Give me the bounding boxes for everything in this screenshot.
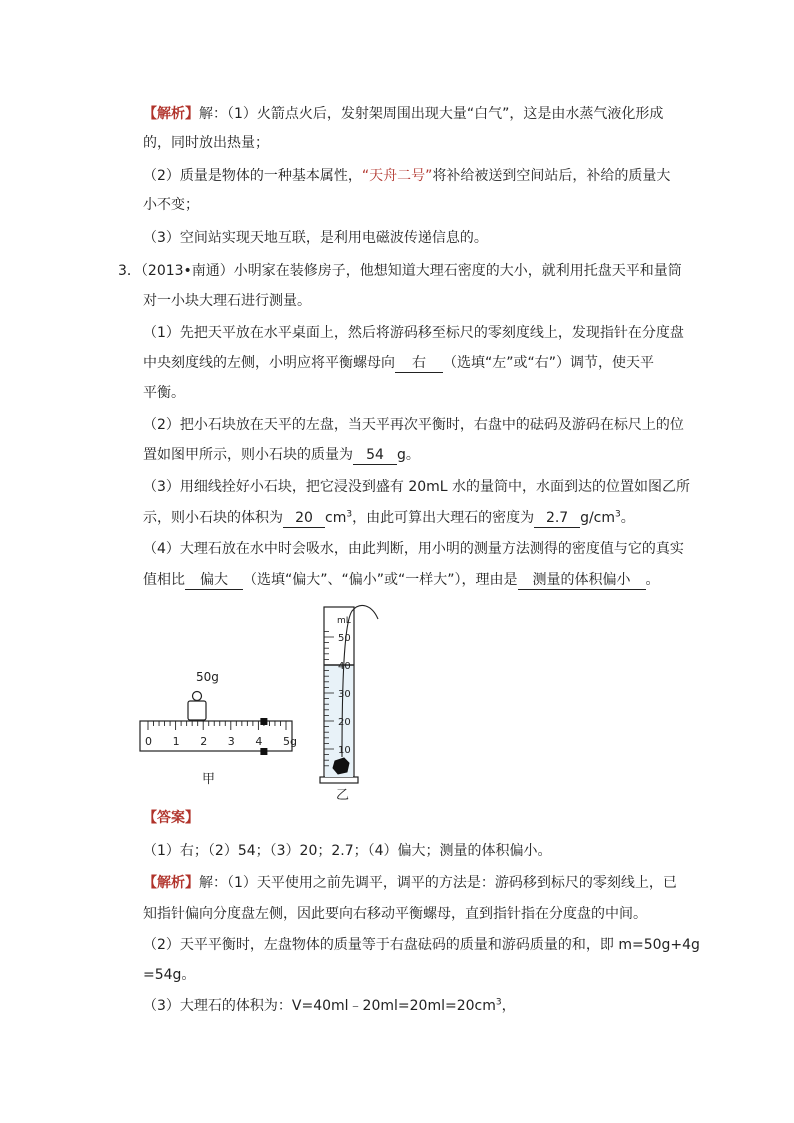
ruler-tick-label: 2 — [200, 735, 208, 748]
part1-line-2 — [143, 353, 654, 373]
ruler-tick-label: 5g — [283, 735, 297, 748]
part1-line-3: 平衡。 — [143, 385, 185, 401]
superscript: 3 — [615, 509, 621, 520]
text-segment: 。 — [620, 510, 635, 526]
prev-analysis-line-1 — [143, 104, 663, 124]
part2-line-2 — [143, 445, 420, 465]
weight-body — [188, 701, 206, 720]
text-segment: （选填“偏大”、“偏小”或“一样大”），理由是 — [243, 572, 518, 588]
ruler-tick-label: 3 — [227, 735, 235, 748]
stone — [333, 758, 349, 774]
part1-line-1: （1）先把天平放在水平桌面上，然后将游码移至标尺的零刻度线上，发现指针在分度盘 — [143, 325, 684, 341]
answer-blank: 右 — [395, 354, 443, 373]
analysis-text: （3）大理石的体积为：V=40ml﹣20ml=20ml=20cm — [143, 998, 496, 1014]
text-segment: （选填“左”或“右”）调节，使天平 — [443, 355, 655, 371]
prev-analysis-line-4: 小不变； — [143, 197, 199, 213]
analysis-line-5 — [143, 996, 516, 1016]
analysis-line-1 — [143, 873, 677, 893]
answer-blank: 偏大 — [185, 571, 243, 590]
text-segment: 值相比 — [143, 572, 185, 588]
ruler-tick-label: 1 — [172, 735, 180, 748]
highlighted-text: “天舟二号” — [361, 168, 433, 184]
rider-bottom — [260, 748, 267, 755]
text-segment: ，由此可算出大理石的密度为 — [352, 510, 535, 526]
figure-balance-ruler — [138, 665, 298, 790]
analysis-line-4: =54g。 — [143, 967, 196, 983]
analysis-text: ， — [501, 998, 516, 1014]
part3-line-2 — [143, 508, 635, 528]
analysis-tag: 【解析】 — [143, 875, 199, 891]
ruler-tick-label: 0 — [145, 735, 152, 748]
answer-tag: 【答案】 — [143, 810, 199, 826]
unit: cm — [325, 510, 347, 526]
cylinder-tick-label: 50 — [338, 633, 351, 644]
question-stem-line-2: 对一小块大理石进行测量。 — [143, 293, 311, 309]
figure-a-caption: 甲 — [202, 772, 216, 787]
superscript: 3 — [346, 509, 353, 520]
analysis-text: 解：（1）火箭点火后，发射架周围出现大量“白气”，这是由水蒸气液化形成 — [199, 106, 664, 122]
answer-blank: 20 — [283, 509, 325, 528]
answer-blank: 测量的体积偏小 — [518, 571, 646, 590]
cylinder-tick-label: 40 — [338, 661, 351, 672]
text-segment: g。 — [397, 447, 420, 463]
part4-line-1: （4）大理石放在水中时会吸水，由此判断，用小明的测量方法测得的密度值与它的真实 — [143, 541, 684, 557]
cylinder-tick-label: 10 — [338, 745, 351, 756]
analysis-line-3: （2）天平平衡时，左盘物体的质量等于右盘砝码的质量和游码质量的和，即 m=50g+4g — [143, 937, 700, 953]
cylinder-tick-label: 20 — [338, 717, 351, 728]
volume-unit: mL — [337, 616, 351, 626]
cylinder-tick-label: 30 — [338, 689, 351, 700]
text-segment: 将补给被送到空间站后，补给的质量大 — [432, 168, 671, 184]
answer-blank: 2.7 — [534, 509, 580, 528]
answer-blank: 54 — [353, 446, 397, 465]
answer-text: （1）右；（2）54；（3）20；2.7；（4）偏大；测量的体积偏小。 — [143, 843, 552, 859]
text-segment: 示，则小石块的体积为 — [143, 510, 283, 526]
weight-label: 50g — [196, 670, 219, 684]
text-segment: （2）质量是物体的一种基本属性， — [143, 168, 362, 184]
superscript: 3 — [495, 997, 502, 1008]
part4-line-2 — [143, 570, 660, 590]
figure-graduated-cylinder — [316, 603, 386, 803]
part2-line-1: （2）把小石块放在天平的左盘，当天平再次平衡时，右盘中的砝码及游码在标尺上的位 — [143, 417, 684, 433]
weight-knob — [193, 692, 202, 701]
question-stem: （2013•南通）小明家在装修房子，他想知道大理石密度的大小，就利用托盘天平和量筒 — [140, 263, 682, 279]
unit: g/cm — [580, 510, 616, 526]
prev-analysis-line-5: （3）空间站实现天地互联，是利用电磁波传递信息的。 — [143, 230, 488, 246]
part3-line-1: （3）用细线拴好小石块，把它浸没到盛有 20mL 水的量筒中，水面到达的位置如图乙所 — [143, 479, 691, 495]
prev-analysis-line-2: 的，同时放出热量； — [143, 135, 269, 151]
question-number: 3． — [118, 263, 141, 279]
question-stem-line-1 — [118, 261, 682, 281]
analysis-tag: 【解析】 — [143, 106, 199, 122]
text-segment: 置如图甲所示，则小石块的质量为 — [143, 447, 353, 463]
rider-top — [260, 718, 267, 725]
ruler-tick-label: 4 — [255, 735, 263, 748]
figure-b-caption: 乙 — [336, 788, 350, 803]
prev-analysis-line-3 — [143, 166, 670, 186]
analysis-line-2: 知指针偏向分度盘左侧，因此要向右移动平衡螺母，直到指针指在分度盘的中间。 — [143, 906, 647, 922]
text-segment: 中央刻度线的左侧，小明应将平衡螺母向 — [143, 355, 395, 371]
analysis-text: 解：（1）天平使用之前先调平，调平的方法是：游码移到标尺的零刻线上，已 — [199, 875, 677, 891]
cylinder-base — [320, 777, 358, 783]
text-segment: 。 — [645, 572, 660, 588]
